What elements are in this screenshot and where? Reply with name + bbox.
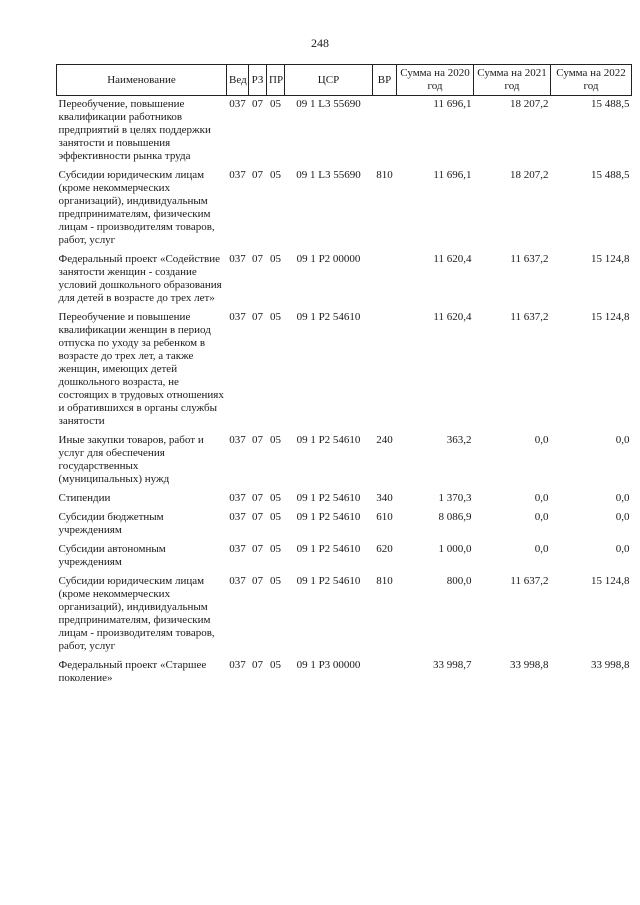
row-sum-2022: 15 124,8 <box>591 311 630 323</box>
row-csr: 09 1 L3 55690 <box>296 169 361 181</box>
row-csr: 09 1 P2 54610 <box>296 492 361 504</box>
row-name: Иные закупки товаров, работ и услуг для обеспечения государственных (муниципальных) нужд <box>58 434 204 485</box>
row-sum-2021: 18 207,2 <box>510 98 549 110</box>
table-row <box>57 432 632 490</box>
row-ved: 037 <box>229 434 246 446</box>
budget-table <box>56 64 632 689</box>
row-sum-2022: 0,0 <box>615 434 630 446</box>
row-vr: 810 <box>376 169 393 181</box>
row-name: Субсидии автономным учреждениям <box>58 543 166 568</box>
table-header-row <box>57 65 632 96</box>
row-vr <box>373 309 397 432</box>
row-name: Субсидии юридическим лицам (кроме некоммерческих организаций), индивидуальным предпринимателям, физическим лицам - производителям товаров, работ, услуг <box>58 169 215 246</box>
row-csr: 09 1 P2 00000 <box>296 253 361 265</box>
row-sum-2022: 0,0 <box>615 543 630 555</box>
row-sum-2020: 11 696,1 <box>433 98 472 110</box>
row-vr <box>373 96 397 168</box>
row-rz: 07 <box>252 511 263 523</box>
row-pr: 05 <box>270 311 281 323</box>
row-csr: 09 1 P2 54610 <box>296 311 361 323</box>
row-vr: 810 <box>376 575 393 587</box>
row-csr: 09 1 P2 54610 <box>296 511 361 523</box>
header-csr: ЦСР <box>285 65 373 96</box>
row-pr: 05 <box>270 543 281 555</box>
row-sum-2021: 18 207,2 <box>510 169 549 181</box>
row-name: Переобучение, повышение квалификации работников предприятий в целях поддержки занятости и повышения эффективности рынка труда <box>58 98 211 162</box>
row-ved: 037 <box>229 511 246 523</box>
row-csr: 09 1 P3 00000 <box>296 659 361 671</box>
row-pr: 05 <box>270 511 281 523</box>
header-vr: ВР <box>373 65 397 96</box>
header-name: Наименование <box>57 65 227 96</box>
row-sum-2022: 15 124,8 <box>591 575 630 587</box>
row-sum-2021: 11 637,2 <box>510 575 549 587</box>
row-vr: 620 <box>376 543 393 555</box>
row-vr: 240 <box>376 434 393 446</box>
row-ved: 037 <box>229 575 246 587</box>
row-sum-2021: 11 637,2 <box>510 311 549 323</box>
table-row <box>57 167 632 251</box>
row-sum-2020: 11 696,1 <box>433 169 472 181</box>
row-rz: 07 <box>252 575 263 587</box>
row-sum-2022: 15 124,8 <box>591 253 630 265</box>
row-name: Стипендии <box>58 492 111 504</box>
header-pr: ПР <box>267 65 285 96</box>
table-row <box>57 251 632 309</box>
row-sum-2021: 11 637,2 <box>510 253 549 265</box>
row-sum-2020: 1 000,0 <box>438 543 472 555</box>
row-csr: 09 1 L3 55690 <box>296 98 361 110</box>
row-ved: 037 <box>229 543 246 555</box>
row-rz: 07 <box>252 169 263 181</box>
row-csr: 09 1 P2 54610 <box>296 434 361 446</box>
table-row <box>57 490 632 509</box>
row-ved: 037 <box>229 169 246 181</box>
row-pr: 05 <box>270 253 281 265</box>
table-row <box>57 573 632 657</box>
row-sum-2020: 33 998,7 <box>433 659 472 671</box>
row-sum-2020: 363,2 <box>446 434 472 446</box>
row-pr: 05 <box>270 169 281 181</box>
row-sum-2022: 15 488,5 <box>591 98 630 110</box>
row-rz: 07 <box>252 492 263 504</box>
row-rz: 07 <box>252 543 263 555</box>
header-rz: РЗ <box>249 65 267 96</box>
row-name: Переобучение и повышение квалификации женщин в период отпуска по уходу за ребенком в возрасте до трех лет, а также женщин, имеющих детей дошкольного возраста, не состоящих в трудовых отношениях и обратившихся в органы службы занятости <box>58 311 224 427</box>
row-vr: 610 <box>376 511 393 523</box>
table-row <box>57 96 632 168</box>
row-rz: 07 <box>252 434 263 446</box>
row-name: Субсидии бюджетным учреждениям <box>58 511 164 536</box>
table-row <box>57 657 632 689</box>
table-row <box>57 309 632 432</box>
row-ved: 037 <box>229 311 246 323</box>
row-pr: 05 <box>270 98 281 110</box>
row-sum-2021: 0,0 <box>534 543 549 555</box>
row-sum-2020: 800,0 <box>446 575 472 587</box>
row-name: Федеральный проект «Содействие занятости женщин - создание условий дошкольного образования для детей в возрасте до трех лет» <box>58 253 222 304</box>
page-number: 248 <box>311 36 329 50</box>
row-sum-2022: 33 998,8 <box>591 659 630 671</box>
row-pr: 05 <box>270 492 281 504</box>
row-sum-2022: 0,0 <box>615 492 630 504</box>
row-ved: 037 <box>229 492 246 504</box>
row-sum-2021: 0,0 <box>534 511 549 523</box>
row-rz: 07 <box>252 311 263 323</box>
row-sum-2020: 11 620,4 <box>433 311 472 323</box>
row-sum-2021: 33 998,8 <box>510 659 549 671</box>
row-name: Федеральный проект «Старшее поколение» <box>58 659 207 684</box>
row-ved: 037 <box>229 659 246 671</box>
row-rz: 07 <box>252 253 263 265</box>
row-rz: 07 <box>252 659 263 671</box>
row-vr <box>373 657 397 689</box>
row-sum-2021: 0,0 <box>534 434 549 446</box>
header-sum-2021: Сумма на 2021 год <box>474 65 551 96</box>
row-sum-2020: 8 086,9 <box>438 511 472 523</box>
row-sum-2020: 11 620,4 <box>433 253 472 265</box>
header-sum-2022: Сумма на 2022 год <box>551 65 632 96</box>
row-sum-2020: 1 370,3 <box>438 492 472 504</box>
row-csr: 09 1 P2 54610 <box>296 543 361 555</box>
row-sum-2022: 0,0 <box>615 511 630 523</box>
row-sum-2022: 15 488,5 <box>591 169 630 181</box>
row-csr: 09 1 P2 54610 <box>296 575 361 587</box>
header-sum-2020: Сумма на 2020 год <box>397 65 474 96</box>
table-row <box>57 541 632 573</box>
table-row <box>57 509 632 541</box>
row-name: Субсидии юридическим лицам (кроме некоммерческих организаций), индивидуальным предпринимателям, физическим лицам - производителям товаров, работ, услуг <box>58 575 215 652</box>
row-pr: 05 <box>270 575 281 587</box>
header-ved: Вед <box>227 65 249 96</box>
row-rz: 07 <box>252 98 263 110</box>
row-vr <box>373 251 397 309</box>
row-ved: 037 <box>229 98 246 110</box>
row-pr: 05 <box>270 659 281 671</box>
row-ved: 037 <box>229 253 246 265</box>
row-pr: 05 <box>270 434 281 446</box>
row-sum-2021: 0,0 <box>534 492 549 504</box>
row-vr: 340 <box>376 492 393 504</box>
